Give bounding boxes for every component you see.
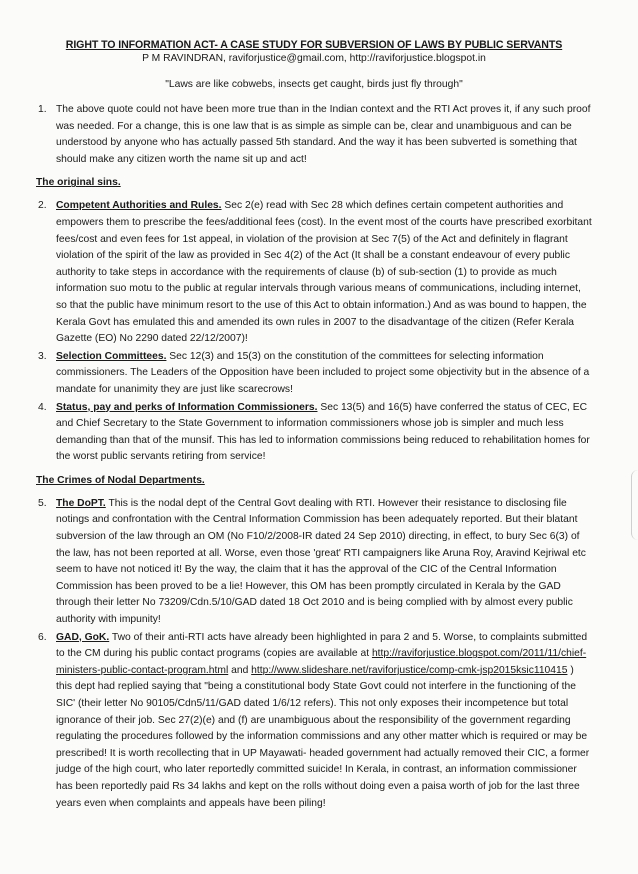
scan-edge-mark xyxy=(631,470,638,540)
list-item xyxy=(36,349,592,399)
item-number: 3. xyxy=(38,350,47,362)
original-sins-list xyxy=(36,198,592,466)
item-heading: GAD, GoK. xyxy=(56,631,110,643)
section-heading-original-sins: The original sins. xyxy=(36,177,121,189)
list-item xyxy=(36,400,592,466)
item-heading: The DoPT. xyxy=(56,497,106,509)
blog-link[interactable]: http://raviforjustice.blogspot.com/2011/11/chief-ministers-public-contact-program.html xyxy=(56,648,587,676)
list-item xyxy=(36,630,592,813)
item-heading: Status, pay and perks of Information Commissioners. xyxy=(56,401,318,413)
slideshare-link[interactable]: http://www.slideshare.net/raviforjustice/comp-cmk-jsp2015ksic110415 xyxy=(251,664,568,676)
item-text-connector: and xyxy=(228,664,252,676)
section-heading-nodal-departments: The Crimes of Nodal Departments. xyxy=(36,474,205,486)
author-line: P M RAVINDRAN, raviforjustice@gmail.com, http://raviforjustice.blogspot.in xyxy=(142,53,486,64)
epigraph-quote: "Laws are like cobwebs, insects get caught, birds just fly through" xyxy=(165,79,463,90)
item-number: 2. xyxy=(38,200,47,212)
item-text-continued: ) this dept had replied saying that "being a constitutional body State Govt could not interfere in the functioning of the SIC' (their letter No 90105/Cdn5/11/GAD dated 1/6/12 refers). This not only exposes their incompetence but total ignorance of their job. Sec 27(2)(e) and (f) are unambiguous about the responsibility of the government regarding regulating the procedures followed by the information commissions and any other matter which is required or may be prescribed! It is worth recollecting that in UP Mayawati- headed government had actually removed their CIC, a former judge of the high court, who later reportedly committed suicide! In Kerala, in contrast, an information commissioner has been reportedly paid Rs 34 lakhs and kept on the rolls without doing even a paisa worth of job for the last three years even when complaints and appeals have been piling! xyxy=(56,664,590,809)
item-text: Sec 13(5) and 16(5) have conferred the status of CEC, EC and Chief Secretary to the State Government to information commissioners whose job is simpler and much less demanding than that of the munsif. This has led to information commissions being reduced to rehabilitation homes for the worst public servants retiring from service! xyxy=(56,401,590,463)
item-text: Sec 2(e) read with Sec 28 which defines certain competent authorities and empowers them to prescribe the fees/additional fees (cost). In the event most of the courts have prescribed exorbitant fees/cost and even fees for 1st appeal, in violation of the provision at Sec 7(5) of the Act and definitely in flagrant violation of the spirit of the law as provided in Sec 4(2) of the Act (It shall be a constant endeavour of every public authority to take steps in accordance with the requirements of clause (b) of sub-section (1) to provide as much information suo motu to the public at regular intervals through various means of communications, including internet, so that the public have minimum resort to the use of this Act to obtain information.) And as was bound to happen, the Kerala Govt has emulated this and amended its own rules in 2007 to the disadvantage of the citizen (Refer Kerala Gazette (EO) No 2290 dated 22/12/2007)! xyxy=(56,200,592,345)
nodal-departments-list xyxy=(36,496,592,812)
item-number: 1. xyxy=(38,104,47,115)
item-heading: Competent Authorities and Rules. xyxy=(56,200,222,212)
item-number: 4. xyxy=(38,401,47,413)
item-text: This is the nodal dept of the Central Govt dealing with RTI. However their resistance to disclosing file notings and confrontation with the Central Information Commission has been adequately reported. But their blatant subversion of the law through an OM (No F10/2/2008-IR dated 24 Sep 2010) directing, in effect, to bury Sec 6(3) of the law, has not been reported at all. Worse, even those 'great' RTI campaigners like Aruna Roy, Aravind Kejriwal etc seem to have not noticed it! By the way, the claim that it has the approval of the CIC of the Central Information Commission has been proved to be a lie! However, this OM has been promptly circulated in Kerala by the GAD through their letter No 73209/Cdn.5/10/GAD dated 18 Oct 2010 and is being complied with by almost every public authority with impunity! xyxy=(56,497,586,626)
item-number: 5. xyxy=(38,497,47,509)
document-title: RIGHT TO INFORMATION ACT- A CASE STUDY FOR SUBVERSION OF LAWS BY PUBLIC SERVANTS xyxy=(65,39,563,51)
item-text: Two of their anti-RTI acts have already been highlighted in para 2 and 5. Worse, to complaints submitted to the CM during his public contact programs (copies are available at xyxy=(56,631,588,660)
list-item xyxy=(36,102,592,168)
intro-list xyxy=(36,102,592,168)
list-item xyxy=(36,198,592,347)
item-number: 6. xyxy=(38,631,47,643)
item-text: The above quote could not have been more true than in the Indian context and the RTI Act proves it, if any such proof was needed. For a change, this is one law that is as simple as simple can be, clear and unambiguous and can be understood by anyone who has actually passed 5th standard. And the way it has been subverted is something that should make any citizen worth the name sit up and act! xyxy=(56,104,591,165)
item-heading: Selection Committees. xyxy=(56,350,167,362)
item-text: Sec 12(3) and 15(3) on the constitution of the committees for selecting information commissioners. The Leaders of the Opposition have been included to project some objectivity but in the absence of a mandate for unanimity they are just like scarecrows! xyxy=(56,350,590,395)
list-item xyxy=(36,496,592,629)
